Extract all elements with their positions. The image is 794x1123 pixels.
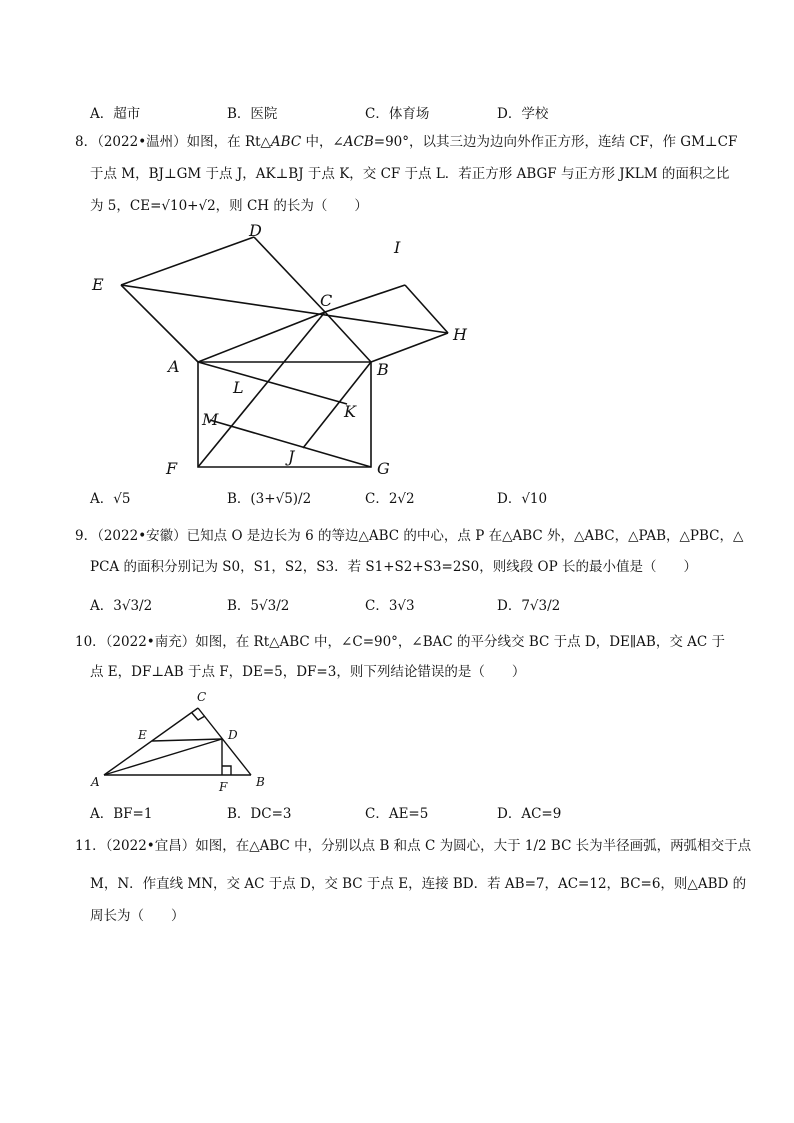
label-k: K — [344, 402, 356, 421]
label-c: C — [197, 690, 207, 704]
label-g: G — [377, 459, 390, 478]
q9-option-c[interactable]: C．3√3 — [365, 598, 415, 614]
label-a: A — [168, 357, 180, 376]
q8-prefix: 8．（2022•温州）如图，在 Rt△ — [75, 134, 271, 150]
label-b: B — [377, 360, 389, 379]
q8-option-c[interactable]: C．2√2 — [365, 491, 415, 507]
q8-line1-tail: ，以其三边为边向外作正方形，连结 CF，作 GM⊥CF — [409, 134, 738, 150]
q9-option-d[interactable]: D．7√3/2 — [497, 598, 561, 614]
label-f: F — [219, 780, 228, 794]
q10-line-1: 10．（2022•南充）如图，在 Rt△ABC 中，∠C=90°，∠BAC 的平分线交 BC 于点 D，DE∥AB，交 AC 于 — [75, 634, 725, 650]
q10-option-a[interactable]: A．BF=1 — [90, 806, 153, 822]
q8-line-2: 于点 M，BJ⊥GM 于点 J，AK⊥BJ 于点 K，交 CF 于点 L．若正方形 ABGF 与正方形 JKLM 的面积之比 — [90, 166, 730, 182]
q8-line-1: 8．（2022•温州）如图，在 Rt△ABC 中，∠ACB=90°，以其三边为边向外作正方形，连结 CF，作 GM⊥CF — [75, 134, 738, 150]
label-c: C — [320, 291, 333, 310]
q8-option-d[interactable]: D．√10 — [497, 491, 548, 507]
q9-line-2: PCA 的面积分别记为 S0，S1，S2，S3．若 S1+S2+S3=2S0，则线段 OP 长的最小值是（ ） — [90, 559, 697, 575]
q10-option-d[interactable]: D．AC=9 — [497, 806, 562, 822]
q7-option-c[interactable]: C．体育场 — [365, 106, 430, 122]
q8-option-b[interactable]: B．(3+√5)/2 — [227, 491, 312, 507]
q10-figure — [85, 685, 275, 795]
q7-option-a[interactable]: A．超市 — [90, 106, 141, 122]
label-h: H — [453, 325, 467, 344]
q8-figure — [80, 215, 500, 485]
q7-option-b[interactable]: B．医院 — [227, 106, 278, 122]
label-i: I — [394, 238, 401, 257]
q9-option-a[interactable]: A．3√3/2 — [90, 598, 153, 614]
label-j: J — [288, 447, 295, 466]
label-b: B — [256, 775, 265, 789]
q8-line-3: 为 5，CE=√10+√2，则 CH 的长为（ ） — [90, 198, 368, 214]
q10-option-c[interactable]: C．AE=5 — [365, 806, 429, 822]
q11-line-1: 11．（2022•宜昌）如图，在△ABC 中，分别以点 B 和点 C 为圆心，大于 1/2 BC 长为半径画弧，两弧相交于点 — [75, 838, 752, 854]
label-d: D — [249, 221, 262, 240]
q11-line-3: 周长为（ ） — [90, 908, 185, 924]
q10-line-2: 点 E，DF⊥AB 于点 F，DE=5，DF=3，则下列结论错误的是（ ） — [90, 664, 526, 680]
q11-line-2: M，N．作直线 MN，交 AC 于点 D，交 BC 于点 E，连接 BD．若 AB=7，AC=12，BC=6，则△ABD 的 — [90, 876, 747, 892]
q10-option-b[interactable]: B．DC=3 — [227, 806, 292, 822]
label-a: A — [91, 775, 100, 789]
label-d: D — [228, 728, 238, 742]
label-e: E — [92, 275, 104, 294]
q8-option-a[interactable]: A．√5 — [90, 491, 131, 507]
q7-option-d[interactable]: D．学校 — [497, 106, 549, 122]
label-e: E — [138, 728, 147, 742]
label-l: L — [233, 378, 244, 397]
q9-option-b[interactable]: B．5√3/2 — [227, 598, 290, 614]
label-f: F — [166, 459, 178, 478]
label-m: M — [202, 410, 219, 429]
q9-line-1: 9．（2022•安徽）已知点 O 是边长为 6 的等边△ABC 的中心，点 P 在△ABC 外，△ABC，△PAB，△PBC，△ — [75, 528, 744, 544]
